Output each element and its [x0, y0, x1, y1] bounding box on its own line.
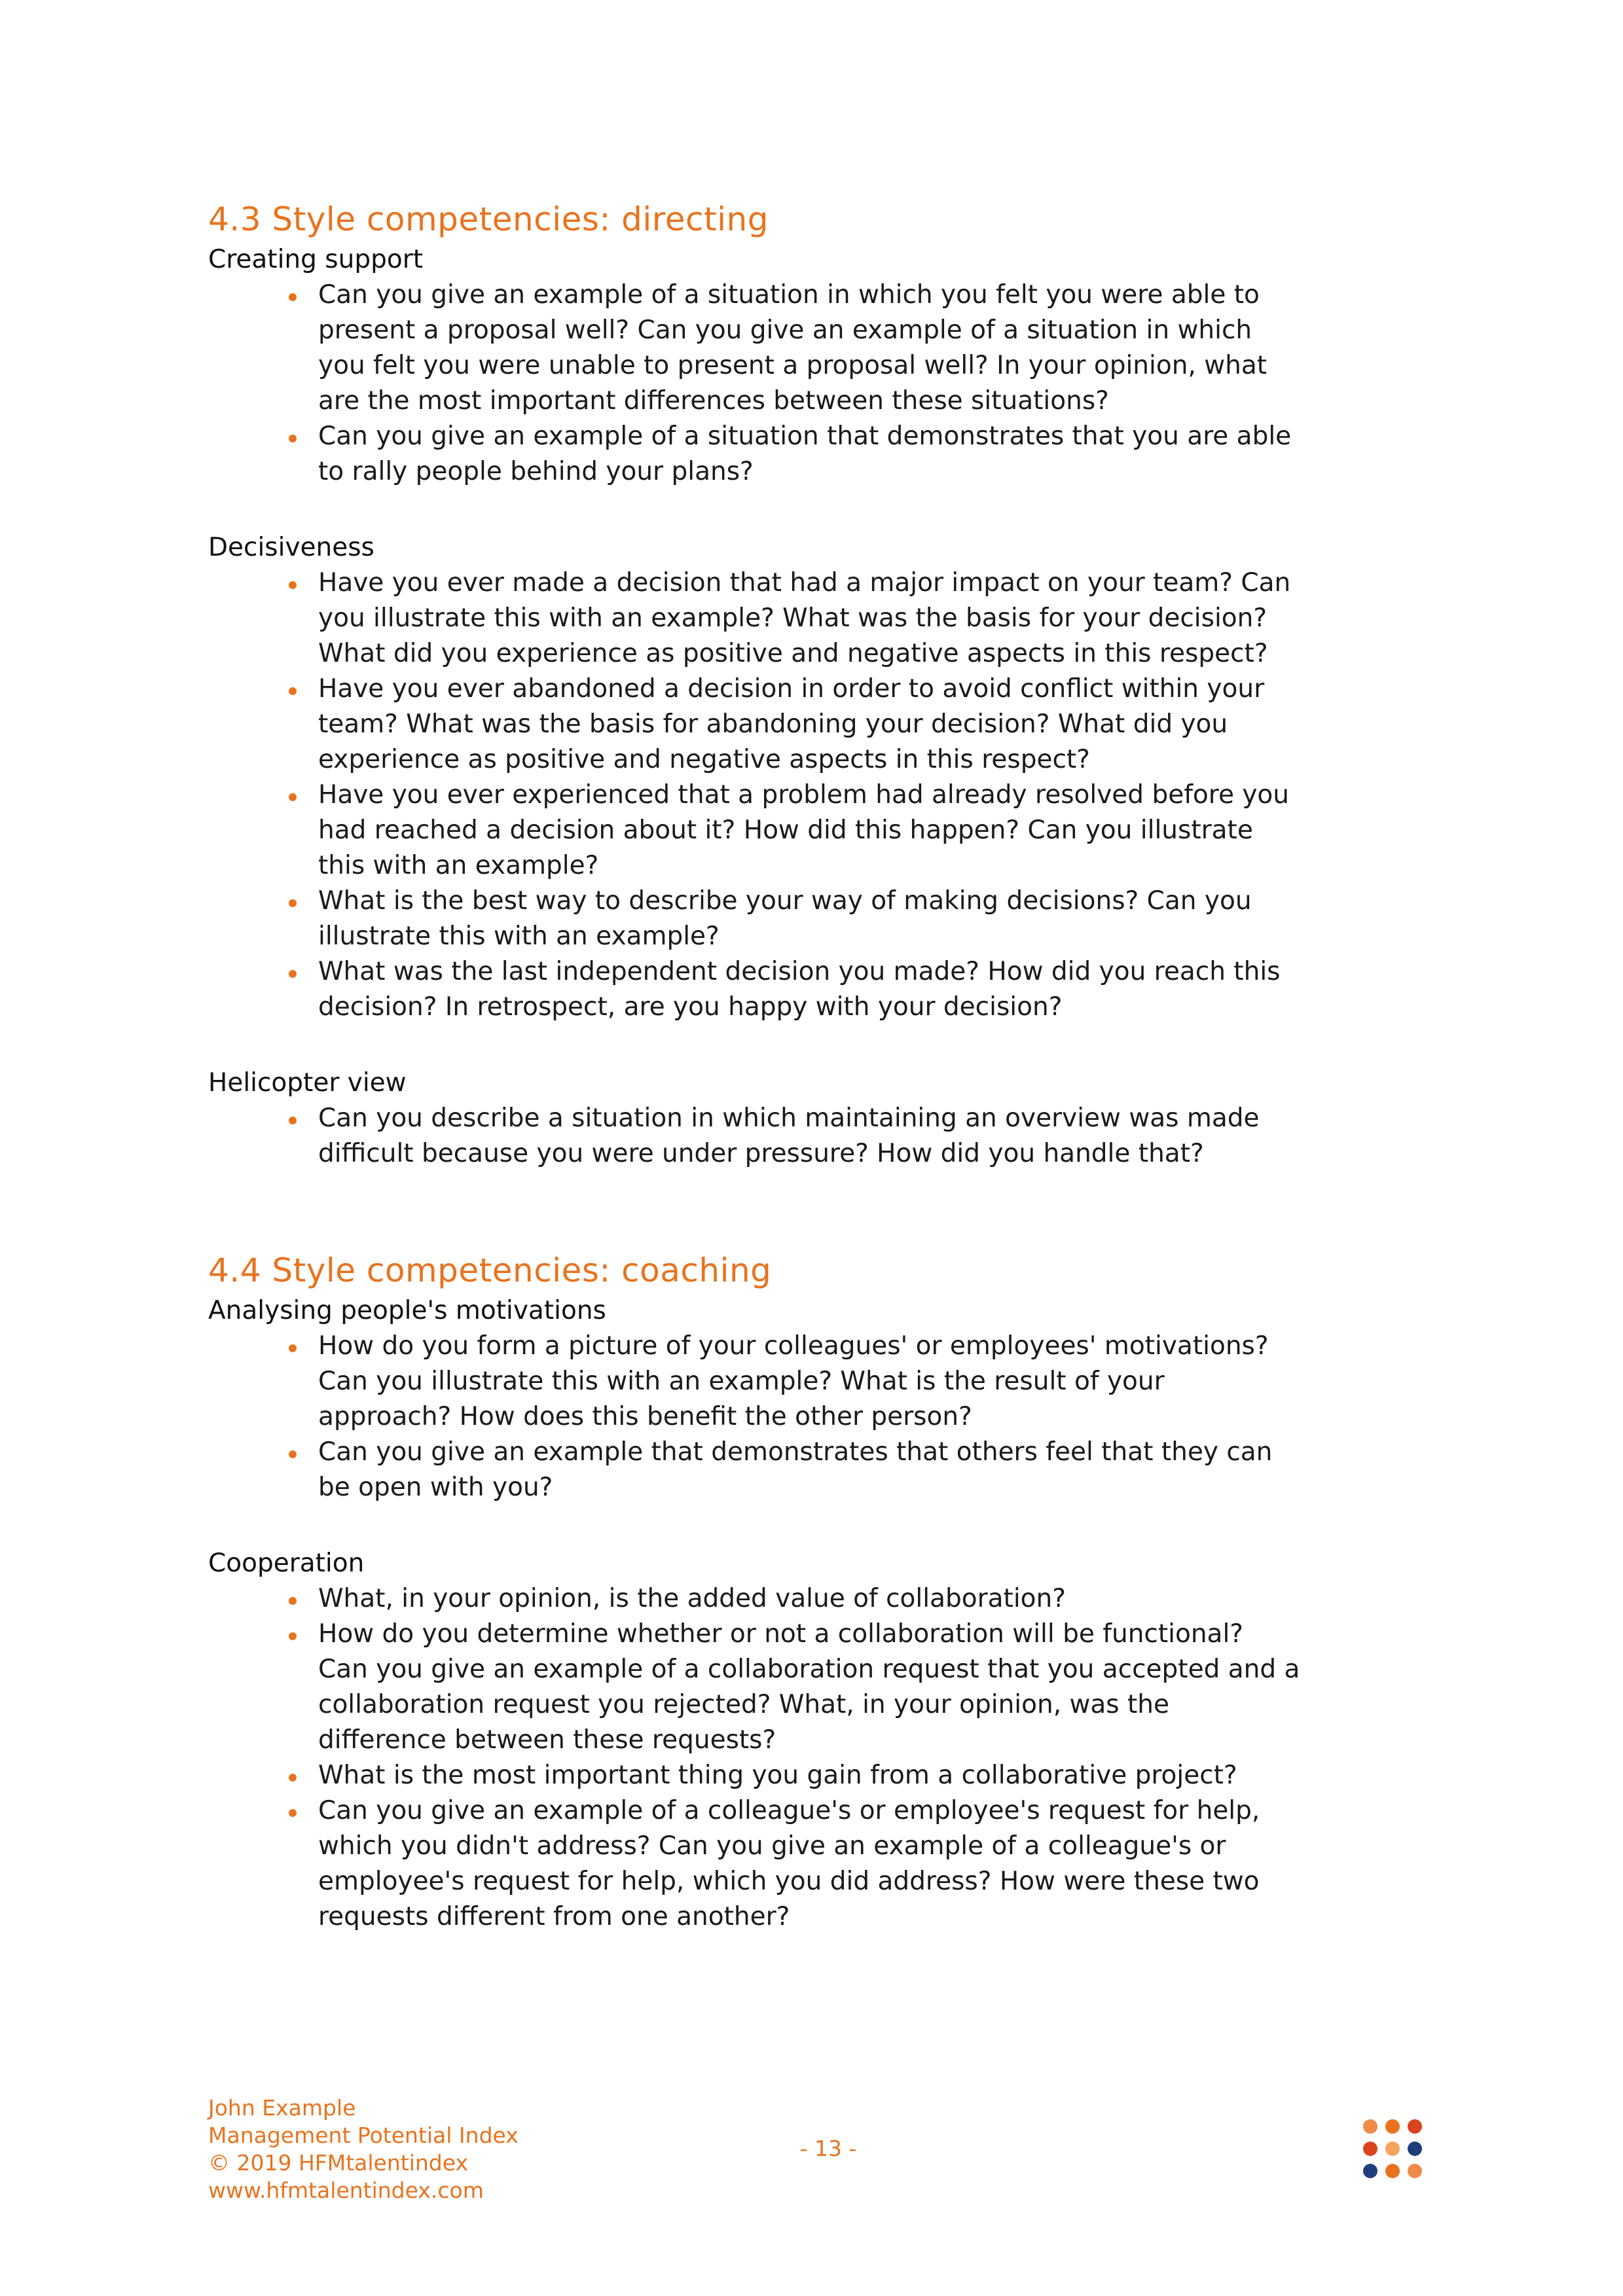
competency-subsection [208, 1066, 1426, 1172]
bullet-dot-icon [289, 1774, 297, 1782]
question-line: you illustrate this with an example? What was the basis for your decision? [318, 603, 1267, 633]
logo-dot [1363, 2164, 1377, 2178]
question-item [318, 884, 1426, 954]
question-item [318, 1758, 1426, 1793]
question-item [318, 1329, 1426, 1435]
question-line: present a proposal well? Can you give an example of a situation in which [318, 315, 1252, 345]
section-spacer [208, 1172, 1426, 1247]
question-line: Can you give an example of a situation that demonstrates that you are able [318, 422, 1292, 451]
question-line: What was the last independent decision you made? How did you reach this [318, 957, 1281, 986]
section-heading: 4.4 Style competencies: coaching [208, 1251, 772, 1289]
competency-title: Analysing people's motivations [208, 1296, 606, 1325]
question-item [318, 278, 1426, 419]
question-line: Have you ever made a decision that had a major impact on your team? Can [318, 568, 1291, 598]
bullet-dot-icon [289, 970, 297, 978]
question-line: Can you describe a situation in which maintaining an overview was made [318, 1103, 1260, 1133]
question-line: Can you give an example of a colleague's or employee's request for help, [318, 1796, 1260, 1825]
question-line: How do you form a picture of your colleagues' or employees' motivations? [318, 1331, 1269, 1361]
competency-title: Cooperation [208, 1549, 365, 1578]
question-line: decision? In retrospect, are you happy with your decision? [318, 992, 1063, 1022]
bullet-dot-icon [289, 581, 297, 589]
question-line: What, in your opinion, is the added value of collaboration? [318, 1584, 1066, 1613]
question-line: team? What was the basis for abandoning your decision? What did you [318, 709, 1228, 739]
question-item [318, 419, 1426, 490]
logo-dot [1363, 2119, 1377, 2134]
question-line: Can you illustrate this with an example? What is the result of your [318, 1367, 1165, 1396]
question-line: you felt you were unable to present a proposal well? In your opinion, what [318, 351, 1267, 380]
question-item [318, 1101, 1426, 1172]
question-item [318, 778, 1426, 884]
bullet-dot-icon [289, 1632, 297, 1640]
question-line: What is the most important thing you gain from a collaborative project? [318, 1761, 1237, 1790]
footer-info [208, 2094, 519, 2204]
logo-dot [1408, 2119, 1422, 2134]
logo-dot [1408, 2164, 1422, 2178]
question-item [318, 1793, 1426, 1935]
question-line: illustrate this with an example? [318, 922, 720, 951]
question-line: What did you experience as positive and negative aspects in this respect? [318, 639, 1268, 668]
footer-report-title: Management Potential Index [208, 2123, 519, 2148]
competency-title: Helicopter view [208, 1068, 407, 1098]
bullet-dot-icon [289, 1597, 297, 1605]
question-line: requests different from one another? [318, 1902, 790, 1931]
footer-copyright: © 2019 HFMtalentindex [208, 2150, 468, 2176]
competency-title: Decisiveness [208, 533, 374, 562]
bullet-dot-icon [289, 1344, 297, 1352]
question-line: experience as positive and negative aspects in this respect? [318, 745, 1090, 774]
footer-name: John Example [208, 2095, 356, 2121]
question-line: this with an example? [318, 851, 599, 880]
logo-dot [1363, 2142, 1377, 2156]
subsection-spacer [208, 1025, 1426, 1066]
bullet-dot-icon [289, 293, 297, 301]
logo-dot [1385, 2142, 1400, 2156]
subsection-spacer [208, 1505, 1426, 1546]
competency-subsection [208, 1293, 1426, 1505]
logo-dot [1408, 2142, 1422, 2156]
bullet-dot-icon [289, 1809, 297, 1817]
bullet-dot-icon [289, 1450, 297, 1458]
question-list [208, 1101, 1426, 1172]
logo-dot [1385, 2119, 1400, 2134]
bullet-dot-icon [289, 793, 297, 801]
question-line: Have you ever abandoned a decision in order to avoid conflict within your [318, 674, 1265, 704]
question-item [318, 1581, 1426, 1617]
question-list [208, 565, 1426, 1025]
competency-subsection [208, 530, 1426, 1025]
question-item [318, 1617, 1426, 1758]
question-line: Can you give an example of a situation in which you felt you were able to [318, 280, 1260, 310]
question-line: to rally people behind your plans? [318, 457, 754, 486]
bullet-dot-icon [289, 687, 297, 695]
question-list [208, 278, 1426, 490]
bullet-dot-icon [289, 435, 297, 442]
page-number: - 13 - [799, 2136, 857, 2161]
question-item [318, 1435, 1426, 1505]
document-body [208, 196, 1426, 1935]
subsection-spacer [208, 490, 1426, 530]
section-heading: 4.3 Style competencies: directing [208, 200, 769, 238]
hfm-dots-logo-icon [1363, 2119, 1426, 2182]
competency-subsection [208, 1546, 1426, 1935]
question-item [318, 672, 1426, 778]
question-line: are the most important differences between these situations? [318, 386, 1109, 416]
question-line: How do you determine whether or not a collaboration will be functional? [318, 1619, 1243, 1649]
question-line: Have you ever experienced that a problem had already resolved before you [318, 780, 1290, 810]
question-line: difference between these requests? [318, 1725, 776, 1755]
question-item [318, 954, 1426, 1025]
question-line: Can you give an example of a collaboration request that you accepted and a [318, 1655, 1300, 1684]
question-line: which you didn't address? Can you give an example of a colleague's or [318, 1831, 1226, 1861]
question-line: be open with you? [318, 1473, 553, 1502]
bullet-dot-icon [289, 1117, 297, 1124]
question-item [318, 565, 1426, 672]
question-line: What is the best way to describe your way of making decisions? Can you [318, 886, 1252, 916]
footer-website[interactable]: www.hfmtalentindex.com [208, 2178, 484, 2203]
question-list [208, 1329, 1426, 1505]
question-list [208, 1581, 1426, 1935]
question-line: had reached a decision about it? How did this happen? Can you illustrate [318, 816, 1253, 845]
competency-subsection [208, 242, 1426, 490]
competency-title: Creating support [208, 245, 424, 274]
logo-dot [1385, 2164, 1400, 2178]
question-line: employee's request for help, which you did address? How were these two [318, 1867, 1260, 1896]
question-line: Can you give an example that demonstrates that others feel that they can [318, 1437, 1273, 1467]
bullet-dot-icon [289, 899, 297, 907]
question-line: approach? How does this benefit the other person? [318, 1402, 972, 1431]
question-line: difficult because you were under pressure? How did you handle that? [318, 1139, 1204, 1168]
question-line: collaboration request you rejected? What, in your opinion, was the [318, 1690, 1170, 1719]
